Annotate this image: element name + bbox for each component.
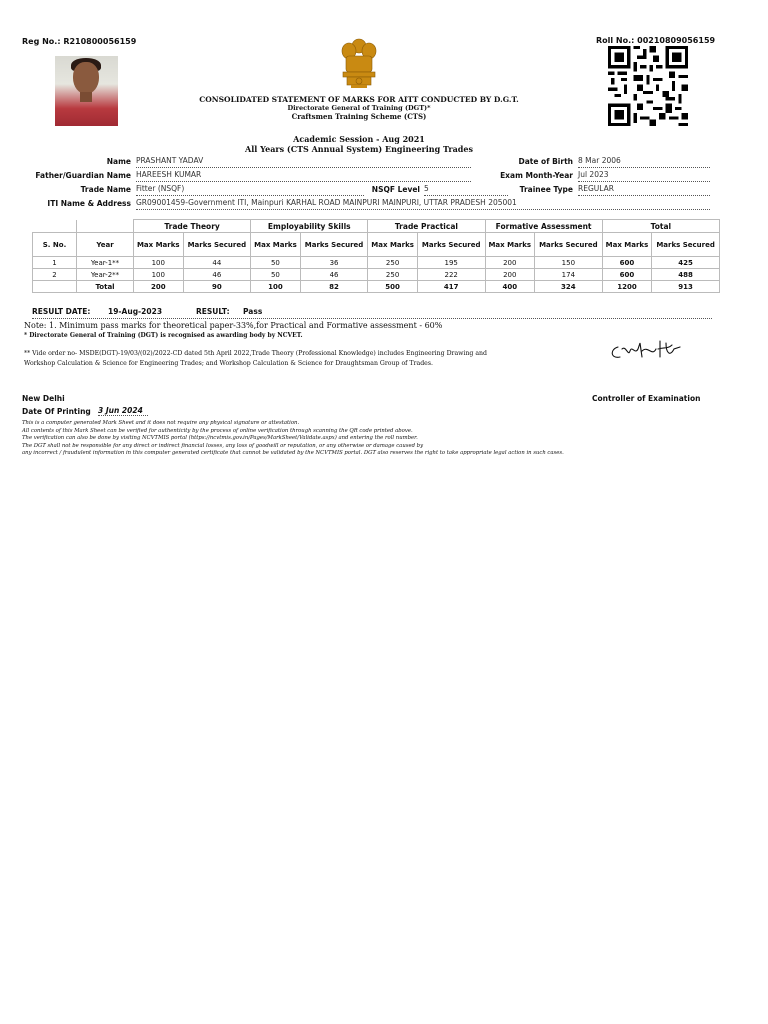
cell: 46 [300, 269, 368, 281]
col-sno: S. No. [33, 233, 77, 257]
cell: 222 [417, 269, 485, 281]
group-total: Total [602, 220, 719, 233]
dgt-line: Directorate General of Training (DGT)* [287, 104, 431, 112]
cell: 44 [183, 257, 251, 269]
trainee-label: Trainee Type [519, 185, 573, 194]
col-secured: Marks Secured [535, 233, 603, 257]
col-secured: Marks Secured [652, 233, 720, 257]
cell: 36 [300, 257, 368, 269]
cell: 500 [368, 281, 418, 293]
col-year: Year [77, 233, 134, 257]
marks-table [32, 219, 720, 293]
cell: 250 [368, 257, 418, 269]
nsqf-value: 5 [424, 184, 508, 196]
cell: 46 [183, 269, 251, 281]
name-value: PRASHANT YADAV [136, 156, 471, 168]
col-max: Max Marks [134, 233, 184, 257]
result-date: 19-Aug-2023 [108, 307, 163, 316]
place: New Delhi [22, 394, 65, 403]
disclaimer-line: This is a computer generated Mark Sheet and it does not require any physical signature or attestation. [22, 420, 300, 426]
col-secured: Marks Secured [183, 233, 251, 257]
dob-label: Date of Birth [518, 157, 573, 166]
cell: 250 [368, 269, 418, 281]
iti-value: GR09001459-Government ITI, Mainpuri KARHAL ROAD MAINPURI MAINPURI, UTTAR PRADESH 205001 [136, 198, 710, 210]
iti-label: ITI Name & Address [47, 199, 131, 208]
cell: Year-1** [77, 257, 134, 269]
cell: 100 [134, 257, 184, 269]
years-line: All Years (CTS Annual System) Engineering Trades [245, 144, 473, 154]
result-value: Pass [243, 307, 263, 316]
disclaimer-line: All contents of this Mark Sheet can be verified for authenticity by the process of online verification through scanning the QR code printed above. [22, 427, 413, 434]
cell: 100 [251, 281, 301, 293]
cell: 82 [300, 281, 368, 293]
cell: 1 [33, 257, 77, 269]
cell: 488 [652, 269, 720, 281]
cell: 200 [134, 281, 184, 293]
note-awarding-body: * Directorate General of Training (DGT) is recognised as awarding body by NCVET. [24, 332, 303, 339]
cell: 2 [33, 269, 77, 281]
cell: 600 [602, 269, 652, 281]
cell: 324 [535, 281, 603, 293]
note-order-1: ** Vide order no- MSDE(DGT)-19/03/(02)/2022-CD dated 5th April 2022,Trade Theory (Professional Knowledge) includes Engineering Drawing and [24, 350, 487, 357]
cell: 150 [535, 257, 603, 269]
group-trade-theory: Trade Theory [134, 220, 251, 233]
qr-code-icon [608, 46, 688, 126]
result-date-label: RESULT DATE: [32, 307, 91, 316]
dob-value: 8 Mar 2006 [578, 156, 710, 168]
cell: Total [77, 281, 134, 293]
cell: 100 [134, 269, 184, 281]
result-label: RESULT: [196, 307, 230, 316]
col-max: Max Marks [602, 233, 652, 257]
cell: 400 [485, 281, 535, 293]
print-date-label: Date Of Printing [22, 407, 91, 416]
trade-value: Fitter (NSQF) [136, 184, 364, 196]
col-secured: Marks Secured [417, 233, 485, 257]
exam-label: Exam Month-Year [500, 171, 573, 180]
group-formative: Formative Assessment [485, 220, 602, 233]
academic-session: Academic Session - Aug 2021 [293, 134, 425, 144]
cts-line: Craftsmen Training Scheme (CTS) [291, 112, 427, 121]
cell: 50 [251, 257, 301, 269]
cell: 200 [485, 257, 535, 269]
group-employability: Employability Skills [251, 220, 368, 233]
trainee-value: REGULAR [578, 184, 710, 196]
disclaimer-line: any incorrect / fraudulent information in this computer generated certificate that cannot be validated by the NCVTMIS portal. DGT also reserves the right to take appropriate legal action in such cases. [22, 450, 564, 457]
cell: 50 [251, 269, 301, 281]
roll-number: Roll No.: 00210809056159 [596, 36, 716, 45]
group-trade-practical: Trade Practical [368, 220, 485, 233]
controller-label: Controller of Examination [592, 394, 701, 403]
reg-number: Reg No.: R210800056159 [22, 37, 137, 46]
name-label: Name [106, 157, 131, 166]
col-max: Max Marks [251, 233, 301, 257]
trade-label: Trade Name [80, 185, 131, 194]
cell: 1200 [602, 281, 652, 293]
col-secured: Marks Secured [300, 233, 368, 257]
note-order-2: Workshop Calculation & Science for Engineering Trades; and Workshop Calculation & Science for Draughtsman Group of Trades. [24, 360, 433, 367]
cell: 200 [485, 269, 535, 281]
note-pass-marks: Note: 1. Minimum pass marks for theoretical paper-33%,for Practical and Formative assessment - 60% [24, 321, 443, 330]
disclaimer-line: The DGT shall not be responsible for any direct or indirect financial losses, any loss of goodwill or reputation, or any otherwise or damage caused by [22, 442, 424, 449]
nsqf-label: NSQF Level [371, 185, 420, 194]
table-row [33, 257, 720, 269]
cell: Year-2** [77, 269, 134, 281]
cell: 174 [535, 269, 603, 281]
cell: 195 [417, 257, 485, 269]
statement-title: CONSOLIDATED STATEMENT OF MARKS FOR AITT CONDUCTED BY D.G.T. [199, 95, 519, 104]
cell: 417 [417, 281, 485, 293]
cell [33, 281, 77, 293]
candidate-photo [55, 56, 118, 126]
cell: 90 [183, 281, 251, 293]
national-emblem-icon [337, 36, 381, 90]
print-date: 3 Jun 2024 [98, 406, 148, 416]
cell: 425 [652, 257, 720, 269]
signature-icon [608, 335, 688, 365]
result-divider [32, 318, 712, 319]
table-row [33, 269, 720, 281]
disclaimer-line: The verification can also be done by visiting NCVTMIS portal (https://ncvtmis.gov.in/Pages/MarkSheet/Validate.aspx) and entering the roll number. [22, 435, 418, 442]
footer-disclaimer [22, 420, 662, 458]
cell: 600 [602, 257, 652, 269]
cell: 913 [652, 281, 720, 293]
father-label: Father/Guardian Name [35, 171, 131, 180]
total-row [33, 281, 720, 293]
col-max: Max Marks [485, 233, 535, 257]
father-value: HAREESH KUMAR [136, 170, 471, 182]
exam-value: Jul 2023 [578, 170, 710, 182]
col-max: Max Marks [368, 233, 418, 257]
